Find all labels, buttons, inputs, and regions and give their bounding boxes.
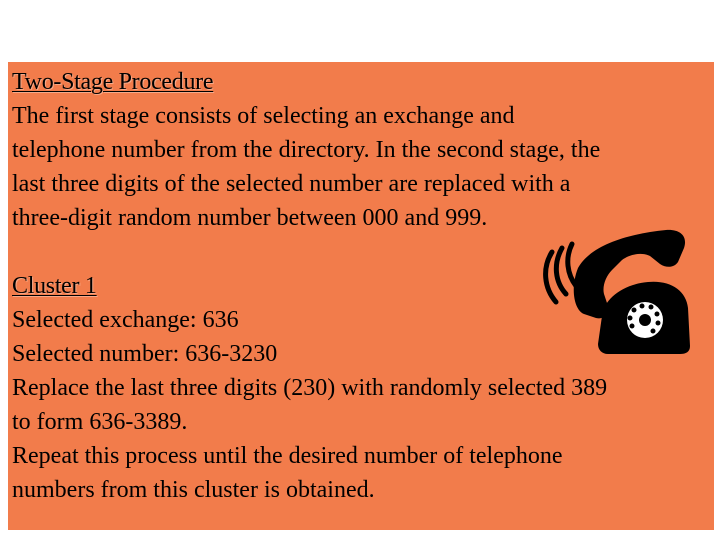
- cluster-line: Selected number: 636-3230: [12, 341, 278, 367]
- cluster-line: Replace the last three digits (230) with randomly selected 389: [12, 375, 608, 401]
- content-panel: [8, 62, 714, 530]
- section-heading-two-stage: Two-Stage Procedure: [12, 69, 214, 95]
- cluster-line: to form 636-3389.: [12, 409, 188, 435]
- paragraph-line: telephone number from the directory. In the second stage, the: [12, 137, 601, 163]
- section-heading-cluster: Cluster 1: [12, 273, 97, 299]
- paragraph-line: three-digit random number between 000 and 999.: [12, 205, 488, 231]
- cluster-line: numbers from this cluster is obtained.: [12, 477, 375, 503]
- cluster-line: Repeat this process until the desired number of telephone: [12, 443, 563, 469]
- paragraph-line: The first stage consists of selecting an exchange and: [12, 103, 515, 129]
- cluster-line: Selected exchange: 636: [12, 307, 239, 333]
- rotary-telephone-icon: [538, 228, 694, 356]
- paragraph-line: last three digits of the selected number are replaced with a: [12, 171, 571, 197]
